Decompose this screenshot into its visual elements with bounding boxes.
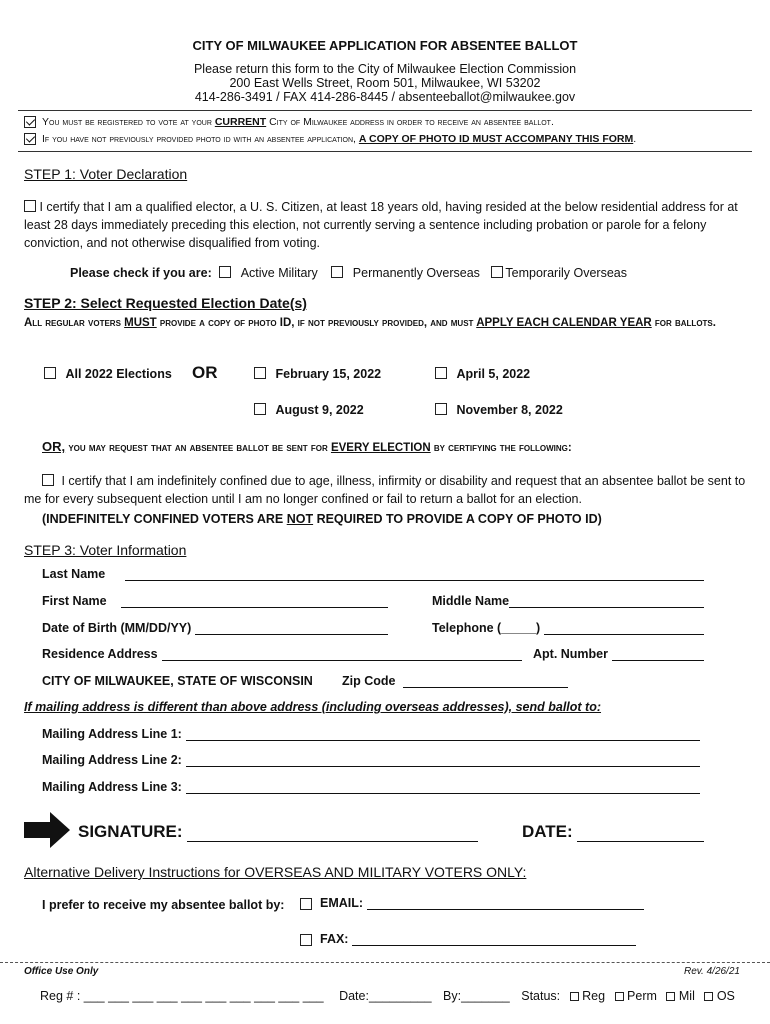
middle-name-field[interactable] [432, 594, 704, 608]
nov-2022-label: November 8, 2022 [456, 403, 563, 417]
telephone-field[interactable] [432, 621, 704, 635]
checked-icon [24, 116, 36, 128]
status-reg-label: Reg [582, 989, 606, 1003]
step2-heading: STEP 2: Select Requested Election Date(s) [24, 295, 307, 311]
or2-text-d: by certifying the following: [430, 442, 572, 454]
city-state [42, 674, 342, 688]
office-use-row [40, 989, 735, 1003]
telephone-line[interactable] [544, 622, 704, 635]
nov-2022-option [435, 403, 563, 417]
indefinitely-confined [24, 472, 746, 508]
email-checkbox[interactable] [300, 898, 312, 910]
every-election-instruction [42, 439, 572, 454]
notice2-text-c: . [633, 133, 637, 145]
inst-a: All regular voters [24, 317, 125, 329]
checked-icon [24, 133, 36, 145]
mail2-line[interactable] [186, 754, 700, 767]
voter-declaration [24, 198, 746, 252]
email-label: EMAIL: [320, 896, 364, 910]
revision-label: Rev. 4/26/21 [684, 966, 740, 977]
step2-instructions [24, 314, 746, 333]
apr-2022-checkbox[interactable] [435, 367, 447, 379]
voter-status-row [70, 266, 627, 280]
fax-checkbox[interactable] [300, 934, 312, 946]
apt-label: Apt. Number [533, 647, 608, 661]
status-os-checkbox[interactable] [704, 992, 713, 1001]
check-if-label: Please check if you are: [70, 266, 212, 280]
mail-line3-field[interactable] [42, 780, 700, 794]
fax-line[interactable] [352, 933, 636, 946]
date-label: DATE: [522, 822, 573, 841]
feb-2022-label: February 15, 2022 [275, 367, 382, 381]
status-mil-label: Mil [678, 989, 695, 1003]
notice2-photo-id-required: A COPY OF PHOTO ID MUST ACCOMPANY THIS FORM [358, 133, 634, 145]
dob-field[interactable] [42, 621, 388, 635]
first-name-line[interactable] [121, 595, 388, 608]
mail1-label: Mailing Address Line 1: [42, 727, 182, 741]
note-not: NOT [286, 512, 314, 526]
all-2022-option [44, 367, 172, 381]
first-name-field[interactable] [42, 594, 388, 608]
nov-2022-checkbox[interactable] [435, 403, 447, 415]
active-military-checkbox[interactable] [219, 266, 231, 278]
notice1-text-a: You must be registered to vote at your [42, 116, 215, 128]
step1-heading: STEP 1: Voter Declaration [24, 166, 188, 182]
declaration-checkbox[interactable] [24, 200, 36, 212]
email-option [300, 896, 644, 910]
signature-line[interactable] [187, 824, 478, 842]
office-reg: Reg # : ___ ___ ___ ___ ___ ___ ___ ___ ___ ___ [40, 989, 324, 1003]
every-election: EVERY ELECTION [330, 442, 431, 454]
inst-e: for ballots. [651, 317, 716, 329]
office-date: Date:_________ [339, 989, 432, 1003]
form-title: CITY OF MILWAUKEE APPLICATION FOR ABSENTEE BALLOT [192, 38, 578, 53]
residence-line[interactable] [162, 648, 522, 661]
confined-note [42, 512, 602, 526]
all-2022-label: All 2022 Elections [65, 367, 172, 381]
mail-line2-field[interactable] [42, 753, 700, 767]
email-line[interactable] [367, 897, 644, 910]
notice1-current: CURRENT [214, 116, 267, 128]
residence-field[interactable] [42, 647, 522, 661]
indefinitely-confined-checkbox[interactable] [42, 474, 54, 486]
overseas-heading-text: Alternative Delivery Instructions for OVERSEAS AND MILITARY VOTERS ONLY: [24, 864, 527, 880]
note-a: (INDEFINITELY CONFINED VOTERS ARE [42, 512, 287, 526]
contact-info: 414-286-3491 / FAX 414-286-8445 / absenteeballot@milwaukee.gov [194, 90, 576, 104]
apr-2022-label: April 5, 2022 [456, 367, 531, 381]
middle-name-line[interactable] [509, 595, 704, 608]
status-perm-checkbox[interactable] [615, 992, 624, 1001]
mail1-line[interactable] [186, 728, 700, 741]
office-use-label: Office Use Only [24, 966, 99, 977]
commission-address: 200 East Wells Street, Room 501, Milwaukee, WI 53202 [229, 76, 541, 90]
office-status: Status: [521, 989, 561, 1003]
last-name-field[interactable] [42, 567, 704, 581]
return-instructions: Please return this form to the City of Milwaukee Election Commission [193, 62, 577, 76]
date-line[interactable] [577, 824, 704, 842]
telephone-label: Telephone (_____) [432, 621, 541, 635]
inst-must: MUST [124, 317, 157, 329]
step3-heading: STEP 3: Voter Information [24, 542, 187, 558]
prefer-label: I prefer to receive my absentee ballot by: [42, 898, 285, 912]
all-2022-checkbox[interactable] [44, 367, 56, 379]
inst-apply-each-year: APPLY EACH CALENDAR YEAR [476, 317, 652, 329]
first-name-label: First Name [42, 594, 107, 608]
zip-line[interactable] [403, 675, 568, 688]
temporarily-overseas-label: Temporarily Overseas [505, 266, 627, 280]
notice-registered [24, 116, 746, 128]
arrow-right-icon [24, 812, 70, 848]
residence-label: Residence Address [42, 647, 158, 661]
permanently-overseas-checkbox[interactable] [331, 266, 343, 278]
notice1-text-c: City of Milwaukee address in order to receive an absentee ballot. [266, 116, 554, 128]
dob-line[interactable] [195, 622, 388, 635]
status-reg-checkbox[interactable] [570, 992, 579, 1001]
overseas-heading [24, 864, 526, 880]
permanently-overseas-label: Permanently Overseas [352, 266, 480, 280]
notice2-text-a: If you have not previously provided photo id with an absentee application, [42, 133, 359, 145]
fax-label: FAX: [320, 932, 349, 946]
mail2-label: Mailing Address Line 2: [42, 753, 182, 767]
inst-c: provide a copy of photo ID, if not previously provided, and must [156, 317, 477, 329]
feb-2022-checkbox[interactable] [254, 367, 266, 379]
aug-2022-checkbox[interactable] [254, 403, 266, 415]
feb-2022-option [254, 367, 381, 381]
mailing-note [24, 700, 601, 714]
notice-photo-id [24, 133, 746, 145]
or2-label: OR, [42, 439, 66, 454]
declaration-text: I certify that I am a qualified elector, a U. S. Citizen, at least 18 years old, having resided at the below residential address for at least 28 days immediately preceding this election, not currently serving a sentence including probation or parole for a felony conviction, and not otherwise disqualified from voting. [24, 200, 738, 250]
signature-field[interactable] [78, 822, 478, 842]
zip-label: Zip Code [342, 674, 396, 688]
city-state-label: CITY OF MILWAUKEE, STATE OF WISCONSIN [42, 674, 313, 688]
signature-label: SIGNATURE: [78, 822, 183, 841]
or2-text: you may request that an absentee ballot be sent for [65, 442, 331, 454]
middle-name-label: Middle Name [432, 594, 510, 608]
apr-2022-option [435, 367, 530, 381]
mail-line1-field[interactable] [42, 727, 700, 741]
status-mil-checkbox[interactable] [666, 992, 675, 1001]
or-label: OR [192, 363, 218, 382]
status-perm-label: Perm [627, 989, 657, 1003]
note-c: REQUIRED TO PROVIDE A COPY OF PHOTO ID) [313, 512, 602, 526]
status-os-label: OS [716, 989, 735, 1003]
indefinitely-confined-text: I certify that I am indefinitely confined due to age, illness, infirmity or disability and request that an absentee ballot be sent to me for every subsequent election until I am no longer confined or fail to return a ballot for an election. [24, 474, 746, 506]
office-divider [0, 962, 770, 963]
apt-line[interactable] [612, 648, 704, 661]
apt-field[interactable] [533, 647, 704, 661]
mailing-note-text: If mailing address is different than above address (including overseas addresses), send ballot to: [24, 700, 602, 714]
last-name-line[interactable] [125, 568, 704, 581]
temporarily-overseas-checkbox[interactable] [491, 266, 503, 278]
office-by: By:_______ [443, 989, 510, 1003]
mail3-label: Mailing Address Line 3: [42, 780, 182, 794]
dob-label: Date of Birth (MM/DD/YY) [42, 621, 192, 635]
aug-2022-option [254, 403, 364, 417]
active-military-label: Active Military [240, 266, 318, 280]
last-name-label: Last Name [42, 567, 106, 581]
date-field[interactable] [522, 822, 704, 842]
zip-field[interactable] [342, 674, 568, 688]
mail3-line[interactable] [186, 781, 700, 794]
fax-option [300, 932, 636, 946]
aug-2022-label: August 9, 2022 [275, 403, 364, 417]
